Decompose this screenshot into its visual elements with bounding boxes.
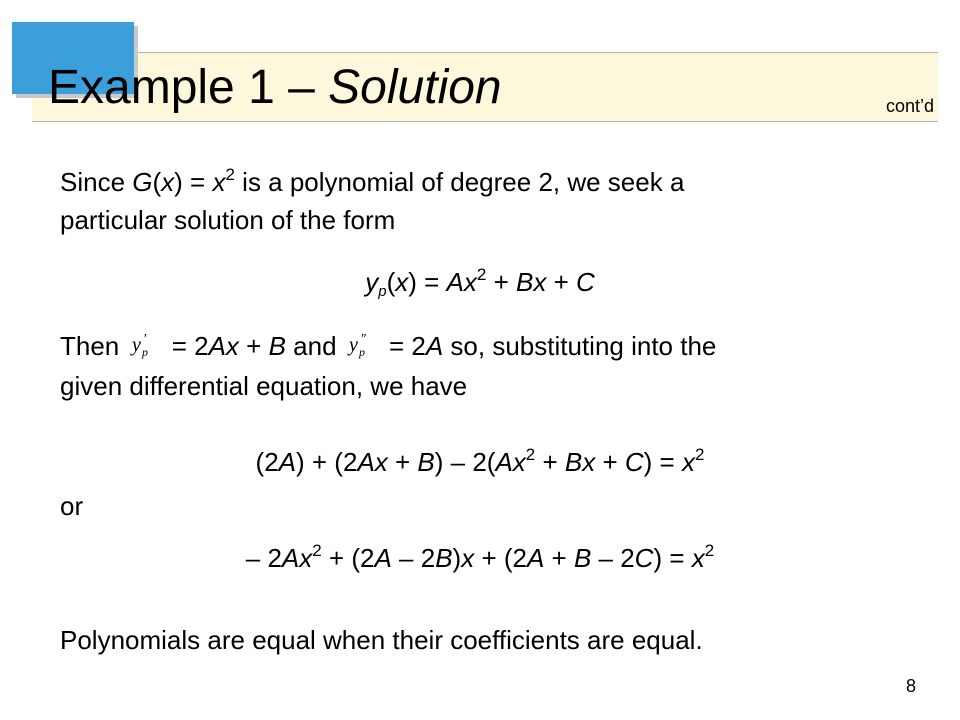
equation-substitution: $(2A) + (2Ax + B) - 2(Ax^2 + Bx + C) = x^2$ <box>255 445 705 477</box>
svg-text:′: ′ <box>143 332 147 347</box>
svg-text:y: y <box>348 334 358 356</box>
or-connector: or <box>60 491 84 521</box>
equation-collected-terms: – $2Ax^2 + (2A - 2B)x + (2A + B - 2C) = x^2$ <box>245 541 715 573</box>
yp-double-prime-image <box>346 331 380 361</box>
conclusion-sentence: Polynomials are equal when their coefficients are equal. <box>60 625 703 655</box>
svg-text:p: p <box>358 345 365 359</box>
slide-title: Example 1 – Solution <box>48 61 502 114</box>
yp-prime-image <box>129 331 163 361</box>
page-number: 8 <box>905 676 916 696</box>
svg-text:p: p <box>141 345 148 359</box>
equation-particular-solution: $y_p(x) = Ax^2 + Bx + C$ <box>365 265 595 300</box>
svg-text:y: y <box>131 334 141 356</box>
paragraph-1-line-2: particular solution of the form <box>60 205 396 235</box>
continued-label: cont’d <box>885 96 934 116</box>
svg-text:″: ″ <box>360 332 367 347</box>
paragraph-1-line-1: Since $G(x) = x^2$ is a polynomial of degree 2, we seek a <box>60 165 685 197</box>
paragraph-2-line-1: Then y p ′ = 2Ax + B and y p ″ = 2A so, substituting into the <box>60 331 717 361</box>
paragraph-2-line-2: given differential equation, we have <box>60 371 468 401</box>
